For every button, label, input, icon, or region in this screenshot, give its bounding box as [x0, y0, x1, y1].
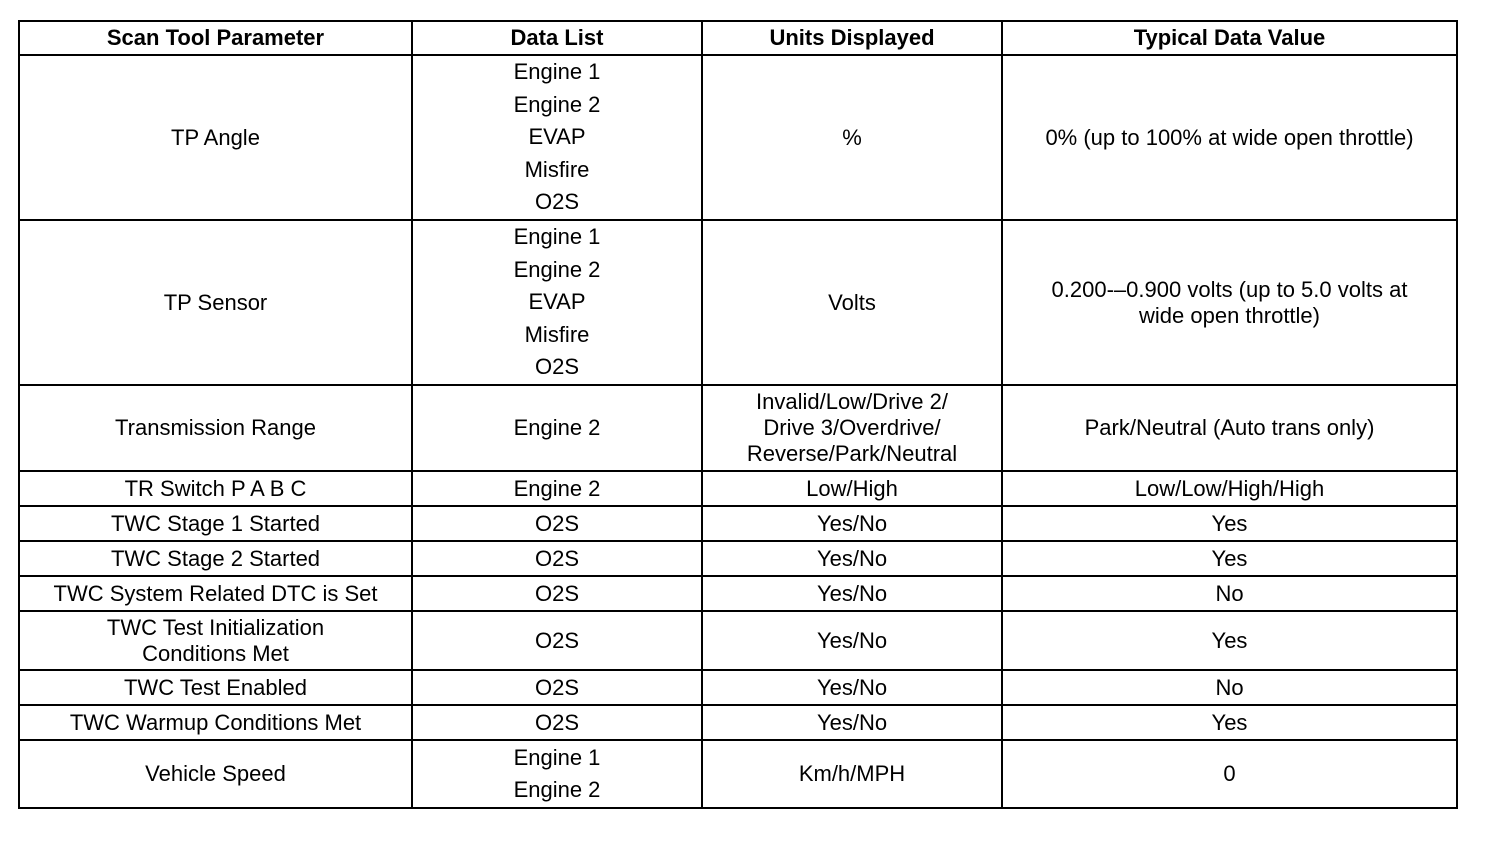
- cell-text: 0: [1223, 761, 1236, 786]
- cell-text: O2S: [534, 709, 580, 735]
- typical-value-cell: [1002, 541, 1457, 576]
- cell-text: Park/Neutral (Auto trans only): [1084, 415, 1375, 440]
- cell-text: TWC Warmup Conditions Met: [69, 709, 362, 735]
- typical-value-cell: [1002, 385, 1457, 471]
- cell-text: Conditions Met: [142, 640, 289, 666]
- cell-text: O2S: [534, 510, 580, 536]
- data-list-cell: [412, 611, 702, 670]
- cell-text: TP Angle: [171, 124, 260, 150]
- cell-text: wide open throttle): [1139, 302, 1320, 328]
- cell-text: TWC Test Enabled: [123, 674, 307, 700]
- scan-tool-data-table: [18, 20, 1458, 809]
- data-list-cell: [412, 385, 702, 471]
- table-row: [19, 670, 1457, 705]
- table-row: [19, 506, 1457, 541]
- parameter-cell: [19, 220, 412, 385]
- units-cell: [702, 541, 1002, 576]
- units-cell: [702, 220, 1002, 385]
- table-header-row: [19, 21, 1457, 55]
- header-typical-data-value: Typical Data Value: [1002, 21, 1457, 55]
- table-row: [19, 541, 1457, 576]
- cell-text: Invalid/Low/Drive 2/: [756, 389, 948, 414]
- cell-text: Low/High: [806, 475, 898, 501]
- typical-value-cell: [1002, 506, 1457, 541]
- cell-text: TWC Stage 2 Started: [110, 545, 321, 571]
- cell-text: Misfire: [524, 321, 590, 347]
- cell-text: Volts: [828, 289, 876, 315]
- cell-text: Yes: [1211, 627, 1248, 653]
- cell-text: TR Switch P A B C: [124, 475, 307, 501]
- parameter-cell: [19, 541, 412, 576]
- cell-text: Yes/No: [816, 510, 888, 536]
- cell-text: No: [1215, 580, 1244, 606]
- cell-text: O2S: [534, 627, 580, 653]
- cell-text: Engine 2: [513, 256, 601, 282]
- cell-text: Km/h/MPH: [798, 761, 906, 786]
- parameter-cell: [19, 670, 412, 705]
- cell-text: Engine 2: [513, 415, 601, 440]
- cell-text: O2S: [534, 189, 580, 215]
- table-row: [19, 740, 1457, 808]
- cell-text: 0.200-–0.900 volts (up to 5.0 volts at: [1051, 276, 1408, 302]
- header-data-list: Data List: [412, 21, 702, 55]
- cell-text: Vehicle Speed: [145, 761, 286, 786]
- cell-text: %: [842, 124, 862, 150]
- table-row: [19, 220, 1457, 385]
- data-list-cell: [412, 670, 702, 705]
- table-row: [19, 55, 1457, 220]
- data-list-cell: [412, 541, 702, 576]
- cell-text: Yes/No: [816, 545, 888, 571]
- cell-text: TWC Test Initialization: [106, 614, 325, 640]
- typical-value-cell: [1002, 220, 1457, 385]
- cell-text: Yes: [1211, 545, 1248, 571]
- cell-text: Engine 2: [513, 475, 601, 501]
- units-cell: [702, 611, 1002, 670]
- cell-text: No: [1215, 674, 1244, 700]
- units-cell: [702, 670, 1002, 705]
- cell-text: EVAP: [528, 289, 586, 315]
- table-row: [19, 471, 1457, 506]
- cell-text: Yes/No: [816, 580, 888, 606]
- data-list-cell: [412, 740, 702, 808]
- data-list-cell: [412, 471, 702, 506]
- table-row: [19, 385, 1457, 471]
- cell-text: O2S: [534, 354, 580, 380]
- cell-text: O2S: [534, 545, 580, 571]
- cell-text: Yes/No: [816, 674, 888, 700]
- typical-value-cell: [1002, 611, 1457, 670]
- data-list-cell: [412, 576, 702, 611]
- typical-value-cell: [1002, 55, 1457, 220]
- cell-text: TP Sensor: [163, 289, 268, 315]
- units-cell: [702, 385, 1002, 471]
- table-row: [19, 576, 1457, 611]
- cell-text: Engine 1: [513, 59, 601, 85]
- parameter-cell: [19, 611, 412, 670]
- cell-text: Yes/No: [816, 627, 888, 653]
- units-cell: [702, 705, 1002, 740]
- units-cell: [702, 576, 1002, 611]
- cell-text: Drive 3/Overdrive/: [763, 415, 941, 440]
- data-list-cell: [412, 55, 702, 220]
- parameter-cell: [19, 705, 412, 740]
- cell-text: O2S: [534, 674, 580, 700]
- typical-value-cell: [1002, 471, 1457, 506]
- header-scan-tool-parameter: Scan Tool Parameter: [19, 21, 412, 55]
- parameter-cell: [19, 506, 412, 541]
- parameter-cell: [19, 55, 412, 220]
- cell-text: Engine 1: [513, 744, 601, 770]
- cell-text: TWC Stage 1 Started: [110, 510, 321, 536]
- cell-text: Engine 2: [513, 91, 601, 117]
- table-row: [19, 705, 1457, 740]
- units-cell: [702, 471, 1002, 506]
- cell-text: Yes/No: [816, 709, 888, 735]
- cell-text: Engine 2: [513, 777, 601, 802]
- cell-text: Yes: [1211, 510, 1248, 536]
- typical-value-cell: [1002, 576, 1457, 611]
- parameter-cell: [19, 385, 412, 471]
- cell-text: TWC System Related DTC is Set: [53, 580, 378, 606]
- typical-value-cell: [1002, 740, 1457, 808]
- cell-text: O2S: [534, 580, 580, 606]
- parameter-cell: [19, 471, 412, 506]
- cell-text: Engine 1: [513, 224, 601, 250]
- cell-text: Low/Low/High/High: [1134, 475, 1325, 501]
- units-cell: [702, 740, 1002, 808]
- parameter-cell: [19, 576, 412, 611]
- data-list-cell: [412, 705, 702, 740]
- typical-value-cell: [1002, 705, 1457, 740]
- cell-text: 0% (up to 100% at wide open throttle): [1045, 124, 1414, 150]
- cell-text: Transmission Range: [115, 415, 316, 440]
- data-list-cell: [412, 506, 702, 541]
- units-cell: [702, 506, 1002, 541]
- parameter-cell: [19, 740, 412, 808]
- data-list-cell: [412, 220, 702, 385]
- cell-text: Yes: [1211, 709, 1248, 735]
- cell-text: Reverse/Park/Neutral: [746, 441, 958, 466]
- cell-text: EVAP: [528, 124, 586, 150]
- header-units-displayed: Units Displayed: [702, 21, 1002, 55]
- table-row: [19, 611, 1457, 670]
- units-cell: [702, 55, 1002, 220]
- typical-value-cell: [1002, 670, 1457, 705]
- cell-text: Misfire: [524, 156, 590, 182]
